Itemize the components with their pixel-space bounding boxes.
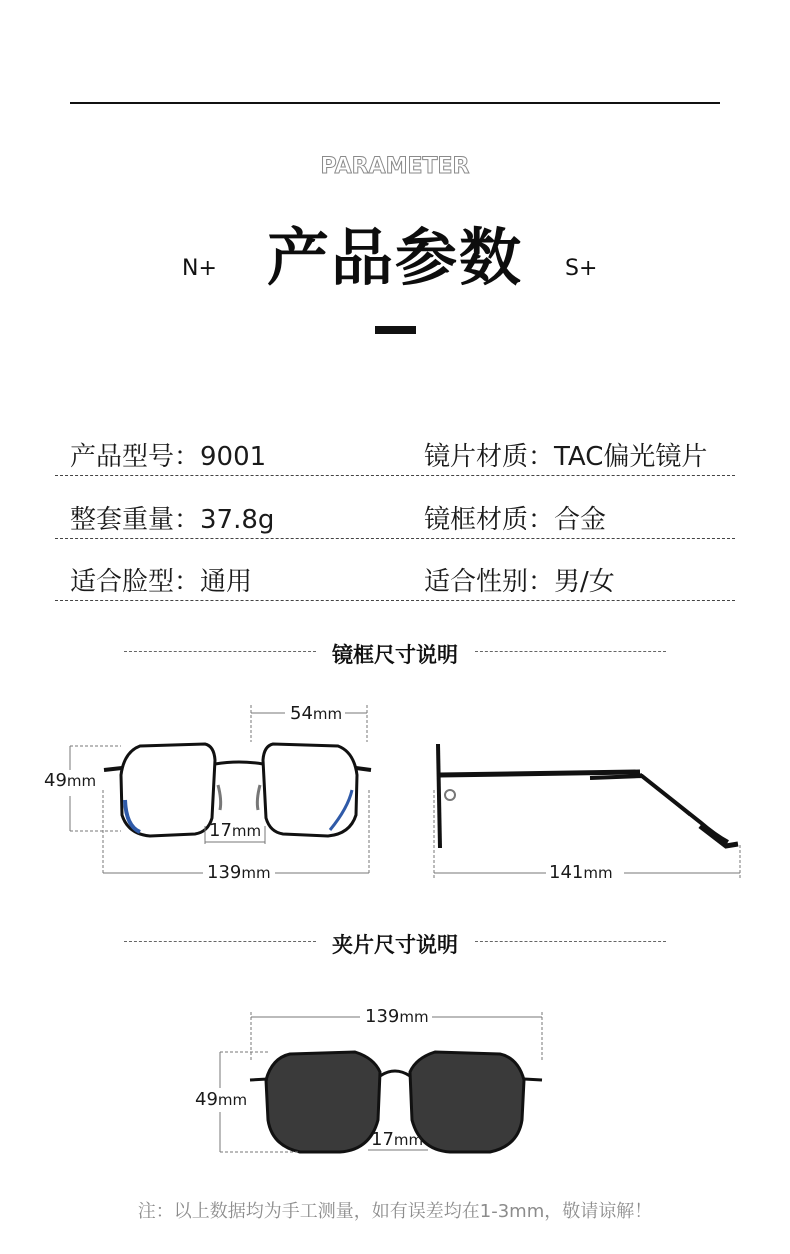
dim-value: 49 xyxy=(195,1089,218,1110)
frame-bridge-label xyxy=(207,820,263,841)
dim-unit: mm xyxy=(241,864,271,882)
dim-value: 139 xyxy=(207,862,242,883)
dim-value: 54 xyxy=(290,703,313,724)
spec-value: 通用 xyxy=(200,567,253,597)
spec-label: 整套重量： xyxy=(70,505,201,535)
page-title: 产品参数 xyxy=(266,221,523,294)
clip-bridge-label xyxy=(369,1129,425,1150)
spec-value: 37.8g xyxy=(200,505,275,535)
frame-section-title: 镜框尺寸说明 xyxy=(332,643,458,667)
dim-unit: mm xyxy=(312,705,343,723)
dim-value: 49 xyxy=(44,770,67,791)
side-view-glasses xyxy=(434,744,740,878)
spec-value: 男/女 xyxy=(554,567,615,597)
dim-unit: mm xyxy=(399,1008,429,1026)
section-dash-right xyxy=(475,941,666,942)
spec-label: 适合性别： xyxy=(424,567,555,597)
spec-label: 适合脸型： xyxy=(70,567,201,597)
dim-value: 141 xyxy=(549,862,584,883)
dim-unit: mm xyxy=(583,864,613,882)
clip-lens-height-label xyxy=(193,1089,249,1110)
north-label: N+ xyxy=(182,256,217,281)
frame-temple-length-label xyxy=(547,862,615,883)
dim-unit: mm xyxy=(393,1131,424,1149)
frame-lens-width-label xyxy=(288,703,344,724)
frame-total-width-label xyxy=(205,862,273,883)
dim-value: 139 xyxy=(365,1006,400,1027)
measurement-note: 注：以上数据均为手工测量，如有误差均在1-3mm，敬请谅解！ xyxy=(137,1201,653,1222)
front-view-glasses xyxy=(70,705,371,875)
spec-value: TAC偏光镜片 xyxy=(554,442,708,472)
spec-label: 产品型号： xyxy=(70,442,201,472)
frame-lens-height-label xyxy=(42,770,98,791)
subtitle-en: PARAMETER xyxy=(320,154,470,179)
clip-section-title: 夹片尺寸说明 xyxy=(332,933,458,957)
clip-total-width-label xyxy=(363,1006,431,1027)
dim-value: 17 xyxy=(209,820,232,841)
south-label: S+ xyxy=(565,256,598,281)
dim-unit: mm xyxy=(231,822,262,840)
dim-unit: mm xyxy=(66,772,97,790)
dim-unit: mm xyxy=(217,1091,248,1109)
spec-value: 合金 xyxy=(554,505,607,535)
spec-label: 镜框材质： xyxy=(424,505,555,535)
spec-value: 9001 xyxy=(200,442,267,472)
spec-label: 镜片材质： xyxy=(424,442,555,472)
dim-value: 17 xyxy=(371,1129,394,1150)
